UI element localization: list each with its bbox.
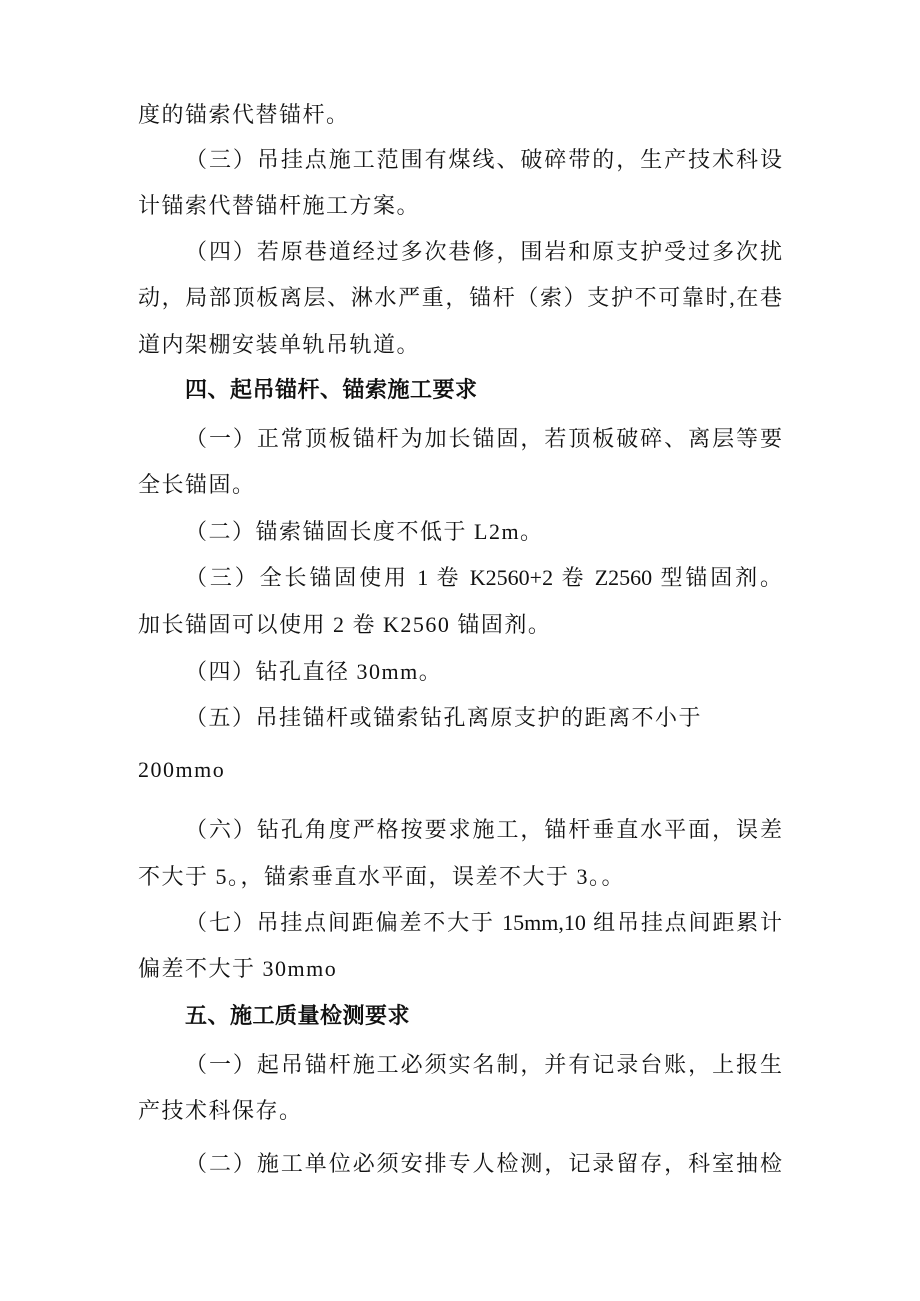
text-line: 产技术科保存。 [138, 1098, 303, 1123]
text-line: （二）锚索锚固长度不低于 L2m。 [185, 519, 544, 544]
text-line: 道内架棚安装单轨吊轨道。 [138, 332, 421, 357]
text-line: 200mmo [138, 757, 226, 782]
text-line: 偏差不大于 30mmo [138, 956, 338, 981]
text-line: （三）吊挂点施工范围有煤线、破碎带的，生产技术科设 [185, 147, 782, 172]
section-heading: 四、起吊锚杆、锚索施工要求 [185, 378, 478, 403]
text-line: 动，局部顶板离层、淋水严重，锚杆（索）支护不可靠时,在巷 [138, 285, 782, 310]
text-line: （一）正常顶板锚杆为加长锚固，若顶板破碎、离层等要 [185, 426, 782, 451]
text-line: 计锚索代替锚杆施工方案。 [138, 193, 421, 218]
text-line: 全长锚固。 [138, 472, 256, 497]
text-line: （七）吊挂点间距偏差不大于 15mm,10 组吊挂点间距累计 [185, 910, 782, 935]
section-heading: 五、施工质量检测要求 [185, 1004, 411, 1029]
text-line: （一）起吊锚杆施工必须实名制，并有记录台账，上报生 [185, 1052, 782, 1077]
text-line: 度的锚索代替锚杆。 [138, 102, 350, 127]
text-line: （三）全长锚固使用 1 卷 K2560+2 卷 Z2560 型锚固剂。 [185, 565, 782, 590]
text-line: （二）施工单位必须安排专人检测，记录留存，科室抽检 [185, 1151, 782, 1176]
text-line: （四）若原巷道经过多次巷修，围岩和原支护受过多次扰 [185, 239, 782, 264]
text-line: 加长锚固可以使用 2 卷 K2560 锚固剂。 [138, 612, 552, 637]
text-line: （五）吊挂锚杆或锚索钻孔离原支护的距离不小于 [185, 705, 703, 730]
text-line: （六）钻孔角度严格按要求施工，锚杆垂直水平面，误差 [185, 817, 782, 842]
text-line: 不大于 5。，锚索垂直水平面，误差不大于 3。。 [138, 864, 626, 889]
text-line: （四）钻孔直径 30mm。 [185, 659, 443, 684]
